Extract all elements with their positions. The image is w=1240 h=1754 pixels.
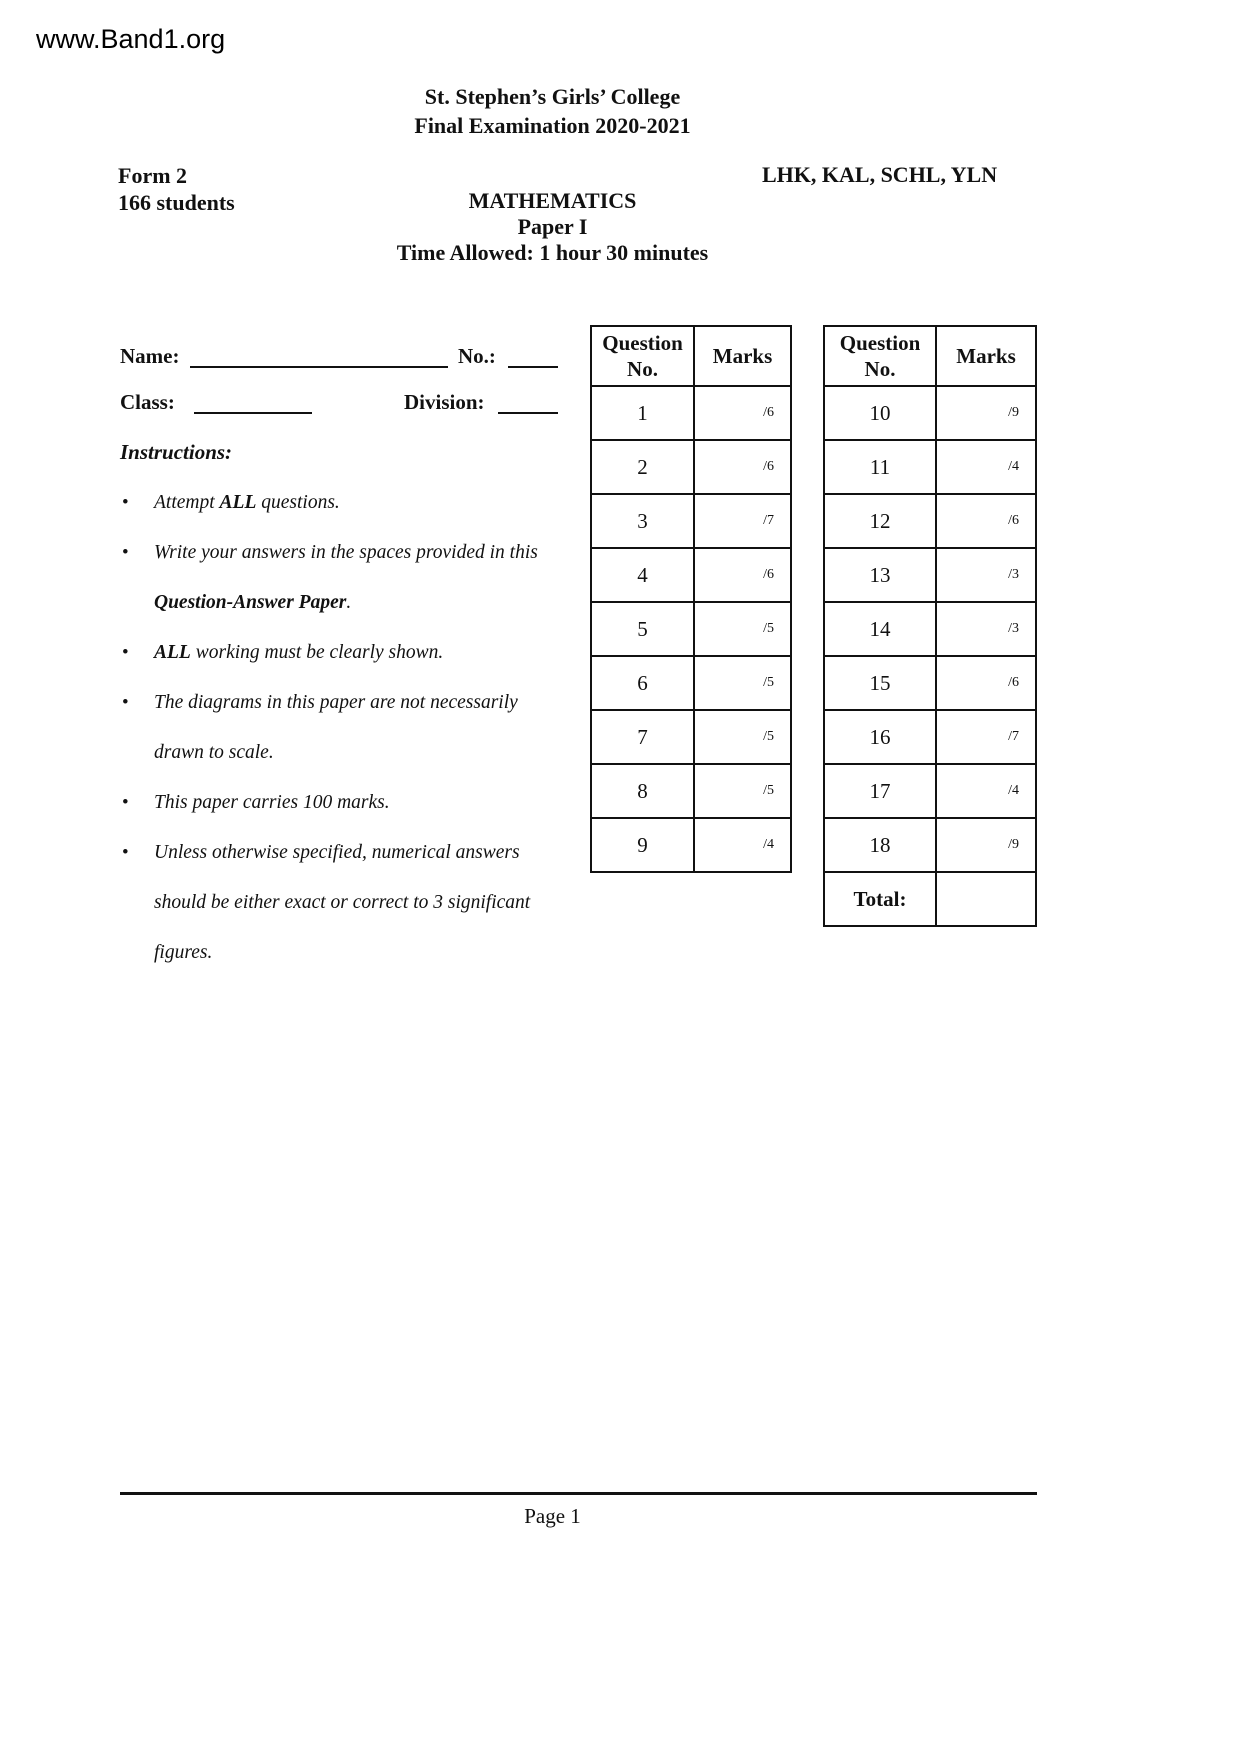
marks-cell: /6	[694, 440, 791, 494]
students-count: 166 students	[118, 190, 235, 215]
marks-row	[824, 602, 1036, 656]
instructions-title: Instructions:	[120, 440, 233, 464]
footer-rule	[120, 1492, 1037, 1495]
question-number-cell: 9	[591, 818, 694, 872]
marks-table-left	[590, 325, 792, 873]
question-number-cell: 6	[591, 656, 694, 710]
total-row	[824, 872, 1036, 926]
marks-cell: /6	[694, 548, 791, 602]
marks-row	[824, 440, 1036, 494]
marks-row	[591, 548, 791, 602]
marks-cell: /6	[936, 656, 1036, 710]
marks-cell: /5	[694, 602, 791, 656]
class-label: Class:	[120, 390, 175, 414]
page-number: Page 1	[524, 1504, 581, 1528]
marks-row	[591, 818, 791, 872]
marks-cell: /6	[936, 494, 1036, 548]
marks-row	[591, 386, 791, 440]
subject-title: MATHEMATICS	[468, 188, 637, 213]
marks-row	[591, 602, 791, 656]
time-allowed: Time Allowed: 1 hour 30 minutes	[396, 240, 709, 265]
question-number-cell: 16	[824, 710, 936, 764]
question-number-cell: 15	[824, 656, 936, 710]
marks-header: Marks	[936, 326, 1036, 386]
marks-table-header-row	[824, 326, 1036, 386]
instruction-item: • Unless otherwise specified, numerical answers should be either exact or correct to 3 significant figures.	[120, 828, 572, 978]
marks-row	[591, 494, 791, 548]
question-number-cell: 13	[824, 548, 936, 602]
instruction-item: • Write your answers in the spaces provided in this Question-Answer Paper.	[120, 528, 572, 628]
marks-row	[591, 710, 791, 764]
name-label: Name:	[120, 344, 180, 368]
total-label: Total:	[824, 872, 936, 926]
marks-row	[824, 386, 1036, 440]
watermark: www.Band1.org	[36, 24, 226, 54]
marks-row	[824, 494, 1036, 548]
marks-cell: /7	[936, 710, 1036, 764]
marks-cell: /9	[936, 818, 1036, 872]
marks-cell: /5	[694, 710, 791, 764]
question-number-cell: 5	[591, 602, 694, 656]
instruction-item: • This paper carries 100 marks.	[120, 778, 572, 828]
marks-cell: /3	[936, 548, 1036, 602]
question-number-cell: 4	[591, 548, 694, 602]
paper-title: Paper I	[517, 214, 588, 239]
question-number-cell: 7	[591, 710, 694, 764]
class-blank-line	[194, 390, 312, 414]
marks-cell: /3	[936, 602, 1036, 656]
question-number-cell: 12	[824, 494, 936, 548]
marks-table-right	[823, 325, 1037, 927]
marks-cell: /5	[694, 764, 791, 818]
school-name: St. Stephen’s Girls’ College	[424, 84, 681, 109]
marks-cell: /4	[694, 818, 791, 872]
division-blank-line	[498, 390, 558, 414]
division-label: Division:	[404, 390, 485, 414]
no-label: No.:	[458, 344, 496, 368]
marks-row	[824, 764, 1036, 818]
marks-row	[591, 764, 791, 818]
instruction-item: • Attempt ALL questions.	[120, 478, 572, 528]
instructions-list	[120, 478, 572, 978]
name-blank-line	[190, 344, 448, 368]
question-number-cell: 18	[824, 818, 936, 872]
question-number-cell: 2	[591, 440, 694, 494]
marks-header: Marks	[694, 326, 791, 386]
question-number-cell: 8	[591, 764, 694, 818]
marks-cell: /4	[936, 764, 1036, 818]
question-number-cell: 11	[824, 440, 936, 494]
question-no-header: Question No.	[824, 326, 936, 386]
marks-cell: /7	[694, 494, 791, 548]
marks-row	[824, 818, 1036, 872]
marks-row	[824, 710, 1036, 764]
instruction-item: • ALL working must be clearly shown.	[120, 628, 572, 678]
question-no-header: Question No.	[591, 326, 694, 386]
marks-cell: /5	[694, 656, 791, 710]
marks-row	[824, 656, 1036, 710]
question-number-cell: 1	[591, 386, 694, 440]
marks-cell: /9	[936, 386, 1036, 440]
teacher-codes: LHK, KAL, SCHL, YLN	[762, 162, 998, 187]
form-label: Form 2	[118, 163, 188, 188]
marks-row	[591, 440, 791, 494]
question-number-cell: 10	[824, 386, 936, 440]
instruction-item: • The diagrams in this paper are not necessarily drawn to scale.	[120, 678, 572, 778]
total-value-cell	[936, 872, 1036, 926]
exam-title: Final Examination 2020-2021	[414, 113, 691, 138]
marks-cell: /6	[694, 386, 791, 440]
marks-table-header-row	[591, 326, 791, 386]
question-number-cell: 14	[824, 602, 936, 656]
question-number-cell: 17	[824, 764, 936, 818]
question-number-cell: 3	[591, 494, 694, 548]
marks-row	[824, 548, 1036, 602]
marks-cell: /4	[936, 440, 1036, 494]
marks-row	[591, 656, 791, 710]
no-blank-line	[508, 344, 558, 368]
